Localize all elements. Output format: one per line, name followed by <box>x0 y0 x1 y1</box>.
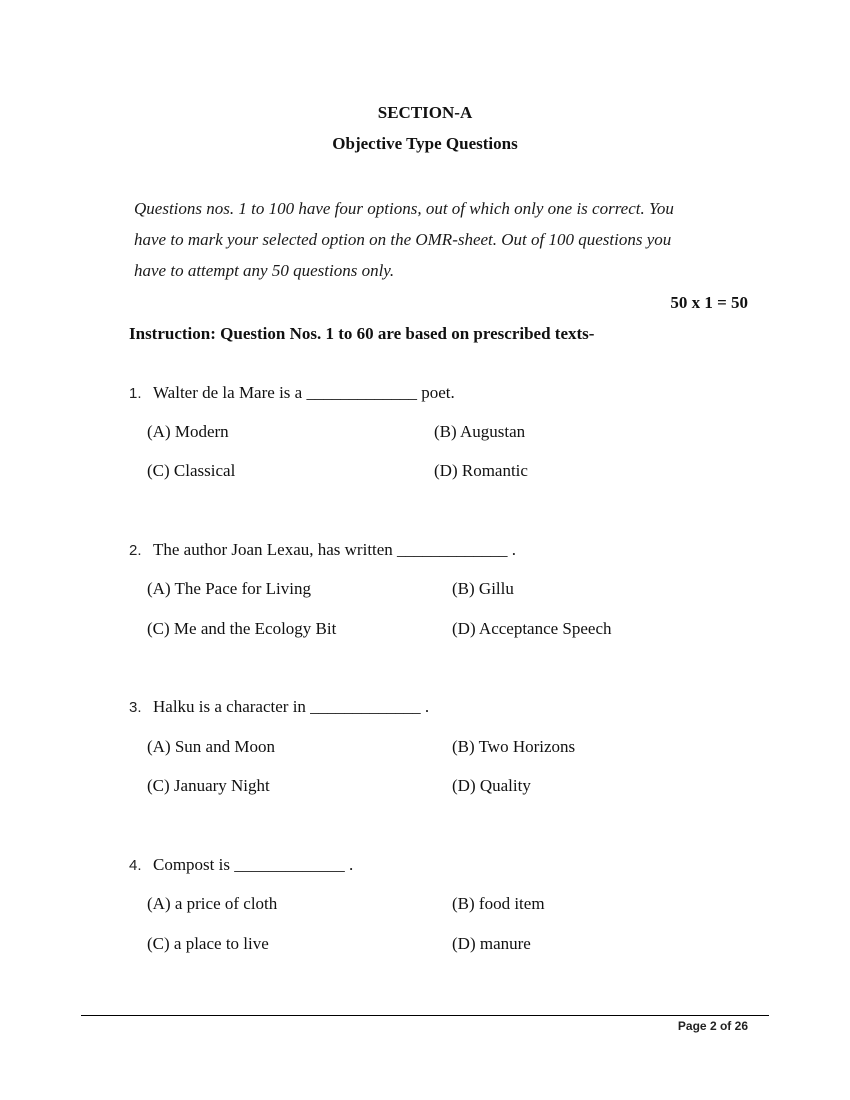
option-c: (C) a place to live <box>147 934 269 953</box>
question-text: Walter de la Mare is a _____________ poet. <box>153 383 455 402</box>
option-d: (D) Quality <box>452 776 531 795</box>
instruction: Instruction: Question Nos. 1 to 60 are based on prescribed texts- <box>129 324 595 343</box>
option-b: (B) food item <box>452 894 545 913</box>
page-total: 26 <box>734 1019 748 1033</box>
section-title: SECTION-A <box>377 103 473 122</box>
option-a: (A) a price of cloth <box>147 894 278 913</box>
page-label: Page <box>677 1019 707 1033</box>
question-text: The author Joan Lexau, has written _____________ . <box>153 540 517 559</box>
question-text: Halku is a character in _____________ . <box>153 697 430 716</box>
option-d: (D) Acceptance Speech <box>452 619 612 638</box>
question-number: 1. <box>129 385 142 402</box>
intro-line-3: have to attempt any 50 questions only. <box>134 261 395 280</box>
option-a: (A) The Pace for Living <box>147 579 311 598</box>
question-number: 3. <box>129 699 142 716</box>
option-a: (A) Sun and Moon <box>147 737 275 756</box>
marks-allocation: 50 x 1 = 50 <box>670 293 748 312</box>
page-number: 2 <box>709 1019 717 1033</box>
option-b: (B) Augustan <box>434 422 526 441</box>
section-subtitle: Objective Type Questions <box>332 134 518 153</box>
option-b: (B) Two Horizons <box>452 737 576 756</box>
question-number: 4. <box>129 857 142 874</box>
option-a: (A) Modern <box>147 422 229 441</box>
footer-divider <box>81 1015 769 1016</box>
page-of: of <box>719 1019 732 1033</box>
page-footer <box>678 1019 748 1033</box>
question-text: Compost is _____________ . <box>153 855 354 874</box>
intro-line-1: Questions nos. 1 to 100 have four options, out of which only one is correct. You <box>134 199 674 218</box>
option-b: (B) Gillu <box>452 579 514 598</box>
option-d: (D) manure <box>452 934 531 953</box>
option-c: (C) Classical <box>147 461 236 480</box>
option-d: (D) Romantic <box>434 461 528 480</box>
option-c: (C) January Night <box>147 776 270 795</box>
option-c: (C) Me and the Ecology Bit <box>147 619 337 638</box>
intro-line-2: have to mark your selected option on the OMR-sheet. Out of 100 questions you <box>134 230 672 249</box>
question-number: 2. <box>129 542 142 559</box>
